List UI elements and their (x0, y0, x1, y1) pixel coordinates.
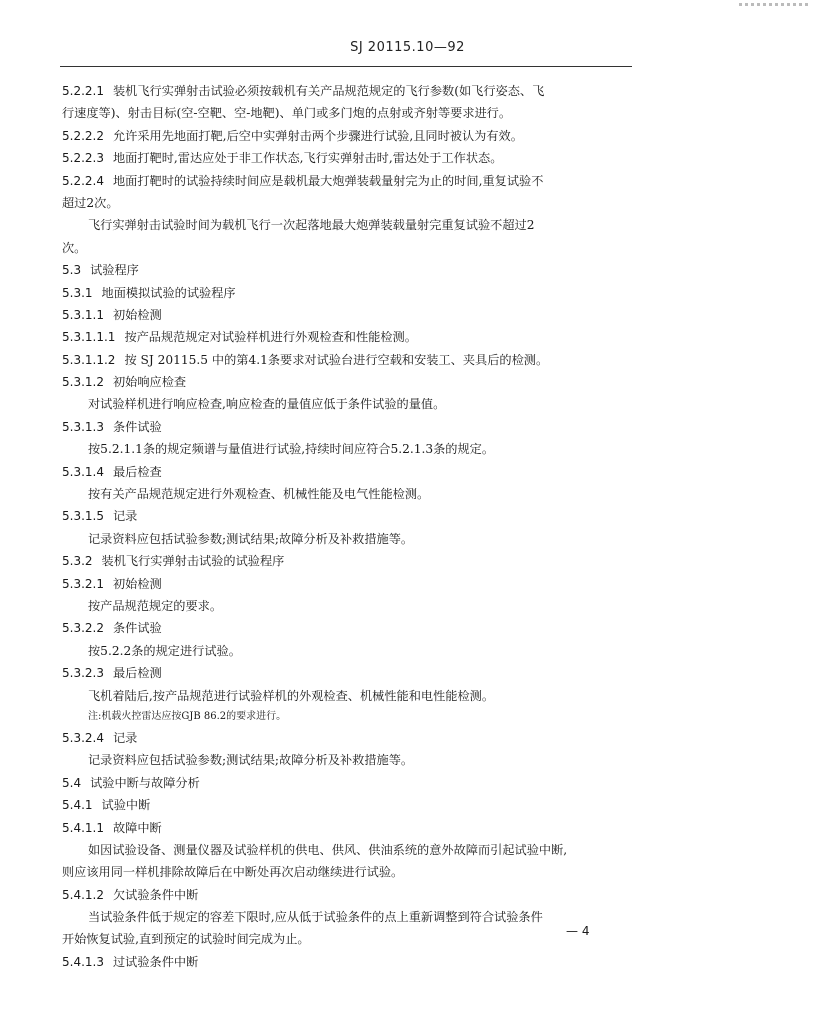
line-text: 试验程序 (90, 263, 139, 278)
paragraph-line (62, 861, 634, 883)
line-text: 次。 (62, 240, 87, 255)
paragraph-line (62, 839, 634, 861)
page-number: — 4 (566, 924, 590, 938)
clause-number: 5.3.2 (62, 554, 93, 569)
clause-heading-line (62, 349, 634, 371)
clause-heading-line (62, 772, 634, 794)
paragraph-line (62, 640, 634, 662)
clause-number: 5.2.2.4 (62, 173, 104, 188)
clause-number: 5.4 (62, 775, 82, 790)
line-text: 按有关产品规范规定进行外观检查、机械性能及电气性能检测。 (88, 487, 430, 502)
line-text: 装机飞行实弹射击试验必须按载机有关产品规范规定的飞行参数(如飞行姿态、飞 (112, 84, 545, 98)
line-text: 飞行实弹射击试验时间为载机飞行一次起落地最大炮弹装载量射完重复试验不超过2 (88, 218, 535, 233)
clause-number: 5.3.1.5 (62, 509, 104, 524)
header-rule (60, 66, 632, 67)
clause-number: 5.2.2.1 (62, 84, 104, 98)
clause-heading-line (62, 727, 634, 749)
paragraph-line (62, 685, 634, 707)
scan-artifact (739, 3, 809, 6)
clause-heading-line (62, 80, 634, 102)
clause-heading-line (62, 884, 634, 906)
paragraph-line (62, 214, 634, 236)
line-text: 按5.2.2条的规定进行试验。 (88, 643, 241, 658)
clause-heading-line (62, 282, 634, 304)
clause-number: 5.3.1.2 (62, 375, 104, 390)
line-text: 按产品规范规定的要求。 (88, 598, 223, 613)
clause-number: 5.3.1.1 (62, 307, 104, 322)
line-text: 当试验条件低于规定的容差下限时,应从低于试验条件的点上重新调整到符合试验条件 (88, 910, 543, 925)
line-text: 条件试验 (112, 621, 162, 636)
paragraph-line (62, 595, 634, 617)
line-text: 地面打靶时的试验持续时间应是载机最大炮弹装载量射完为止的时间,重复试验不 (112, 173, 544, 188)
clause-number: 5.2.2.2 (62, 128, 104, 143)
clause-number: 5.3.1.1.1 (62, 330, 116, 345)
paragraph-line (62, 528, 634, 550)
line-text: 行速度等)、射击目标(空-空靶、空-地靶)、单门或多门炮的点射或齐射等要求进行。 (62, 106, 512, 121)
clause-number: 5.3.2.4 (62, 730, 104, 745)
line-text: 则应该用同一样机排除故障后在中断处再次启动继续进行试验。 (62, 865, 404, 880)
line-text: 允许采用先地面打靶,后空中实弹射击两个步骤进行试验,且同时被认为有效。 (112, 128, 523, 143)
clause-heading-line (62, 147, 634, 169)
paragraph-line (62, 438, 634, 460)
clause-heading-line (62, 259, 634, 281)
paragraph-line (62, 192, 634, 214)
line-text: 如因试验设备、测量仪器及试验样机的供电、供风、供油系统的意外故障而引起试验中断, (88, 842, 568, 857)
note-line (62, 707, 634, 727)
clause-heading-line (62, 573, 634, 595)
paragraph-line (62, 237, 634, 259)
paragraph-line (62, 906, 634, 928)
clause-number: 5.3.1.3 (62, 419, 104, 434)
line-text: 装机飞行实弹射击试验的试验程序 (101, 554, 285, 569)
clause-number: 5.3.2.2 (62, 621, 104, 636)
line-text: 条件试验 (112, 419, 162, 434)
line-text: 超过2次。 (62, 195, 119, 210)
line-text: 注:机载火控雷达应按GJB 86.2的要求进行。 (88, 710, 287, 722)
line-text: 记录 (112, 730, 138, 745)
clause-number: 5.4.1 (62, 798, 93, 813)
line-text: 记录资料应包括试验参数;测试结果;故障分析及补救措施等。 (88, 531, 414, 546)
clause-heading-line (62, 371, 634, 393)
line-text: 记录资料应包括试验参数;测试结果;故障分析及补救措施等。 (88, 753, 414, 768)
clause-number: 5.3.2.3 (62, 666, 104, 681)
line-text: 试验中断 (101, 798, 151, 813)
clause-number: 5.3 (62, 263, 82, 278)
clause-number: 5.4.1.1 (62, 820, 104, 835)
clause-heading-line (62, 304, 634, 326)
line-text: 欠试验条件中断 (112, 887, 199, 902)
line-text: 初始检测 (112, 307, 162, 322)
line-text: 过试验条件中断 (112, 954, 199, 969)
clause-number: 5.2.2.3 (62, 151, 104, 166)
line-text: 按 SJ 20115.5 中的第4.1条要求对试验台进行空载和安装工、夹具后的检测。 (124, 352, 549, 367)
document-body (62, 80, 634, 973)
line-text: 飞机着陆后,按产品规范进行试验样机的外观检查、机械性能和电性能检测。 (88, 688, 495, 703)
line-text: 初始检测 (112, 576, 162, 591)
clause-heading-line (62, 125, 634, 147)
line-text: 最后检测 (112, 666, 162, 681)
clause-heading-line (62, 461, 634, 483)
clause-heading-line (62, 794, 634, 816)
line-text: 试验中断与故障分析 (90, 775, 200, 790)
paragraph-line (62, 393, 634, 415)
clause-heading-line (62, 170, 634, 192)
line-text: 最后检查 (112, 464, 162, 479)
clause-heading-line (62, 951, 634, 973)
clause-number: 5.4.1.3 (62, 954, 104, 969)
line-text: 按5.2.1.1条的规定频谱与量值进行试验,持续时间应符合5.2.1.3条的规定。 (88, 442, 495, 457)
clause-heading-line (62, 550, 634, 572)
clause-heading-line (62, 326, 634, 348)
paragraph-line (62, 928, 634, 950)
clause-number: 5.4.1.2 (62, 887, 104, 902)
clause-heading-line (62, 416, 634, 438)
paragraph-line (62, 749, 634, 771)
line-text: 开始恢复试验,直到预定的试验时间完成为止。 (62, 932, 310, 947)
clause-number: 5.3.1.1.2 (62, 352, 116, 367)
document-code-header: SJ 20115.10—92 (350, 40, 465, 55)
line-text: 故障中断 (112, 820, 162, 835)
line-text: 对试验样机进行响应检查,响应检查的量值应低于条件试验的量值。 (88, 397, 446, 412)
paragraph-line (62, 102, 634, 124)
line-text: 地面模拟试验的试验程序 (101, 285, 236, 300)
clause-number: 5.3.1.4 (62, 464, 104, 479)
clause-number: 5.3.1 (62, 285, 93, 300)
line-text: 初始响应检查 (112, 375, 187, 390)
clause-number: 5.3.2.1 (62, 576, 104, 591)
clause-heading-line (62, 662, 634, 684)
line-text: 记录 (112, 509, 138, 524)
paragraph-line (62, 483, 634, 505)
line-text: 按产品规范规定对试验样机进行外观检查和性能检测。 (124, 330, 417, 345)
clause-heading-line (62, 505, 634, 527)
line-text: 地面打靶时,雷达应处于非工作状态,飞行实弹射击时,雷达处于工作状态。 (112, 151, 503, 166)
clause-heading-line (62, 817, 634, 839)
clause-heading-line (62, 617, 634, 639)
